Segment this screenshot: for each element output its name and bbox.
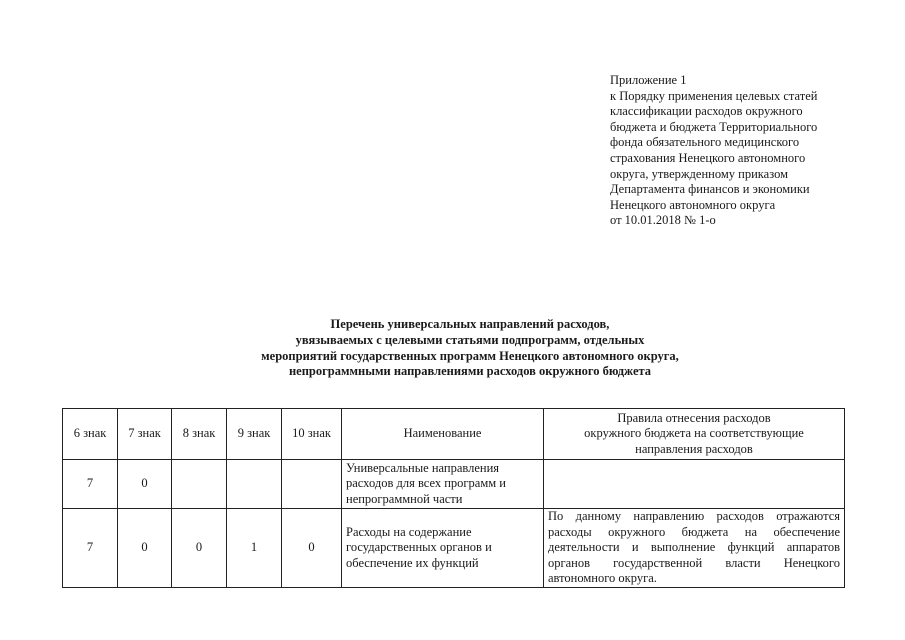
header-cell-name: Наименование xyxy=(342,409,544,460)
cell-rule: По данному направлению расходов отражаются расходы окружного бюджета на обеспечение деятельности и выполнение функций аппаратов органов государственной власти Ненецкого автономного округа. xyxy=(544,509,845,588)
title-line: увязываемых с целевыми статьями подпрограмм, отдельных xyxy=(295,332,645,347)
header-cell-6: 6 знак xyxy=(63,409,118,460)
header-cell-rule xyxy=(544,409,845,460)
cell-sign-9: 1 xyxy=(227,509,282,588)
cell-sign-7: 0 xyxy=(118,509,172,588)
appendix-line: от 10.01.2018 № 1-о xyxy=(610,213,716,228)
appendix-line: страхования Ненецкого автономного xyxy=(610,150,806,165)
table-row xyxy=(63,509,845,588)
title-line: Перечень универсальных направлений расходов, xyxy=(330,317,610,331)
document-title xyxy=(180,317,760,380)
appendix-line: Приложение 1 xyxy=(610,73,687,87)
cell-sign-9 xyxy=(227,460,282,509)
header-cell-9: 9 знак xyxy=(227,409,282,460)
appendix-block xyxy=(610,73,900,229)
cell-sign-6: 7 xyxy=(63,509,118,588)
cell-name: Универсальные направления расходов для всех программ и непрограммной части xyxy=(342,460,544,509)
header-cell-10: 10 знак xyxy=(282,409,342,460)
title-line: мероприятий государственных программ Ненецкого автономного округа, xyxy=(261,348,679,363)
header-rule-line: направления расходов xyxy=(635,441,753,456)
title-line: непрограммными направлениями расходов окружного бюджета xyxy=(288,364,652,379)
appendix-line: Департамента финансов и экономики xyxy=(610,182,810,197)
appendix-line: округа, утвержденному приказом xyxy=(610,166,788,181)
appendix-line: фонда обязательного медицинского xyxy=(610,135,800,150)
cell-sign-7: 0 xyxy=(118,460,172,509)
table-row xyxy=(63,460,845,509)
cell-name: Расходы на содержание государственных органов и обеспечение их функций xyxy=(342,509,544,588)
expense-directions-table xyxy=(62,408,845,588)
cell-sign-8 xyxy=(172,460,227,509)
appendix-line: Ненецкого автономного округа xyxy=(610,197,776,212)
cell-sign-10 xyxy=(282,460,342,509)
table-header-row xyxy=(63,409,845,460)
header-rule-line: окружного бюджета на соответствующие xyxy=(584,426,804,441)
cell-sign-6: 7 xyxy=(63,460,118,509)
header-cell-7: 7 знак xyxy=(118,409,172,460)
header-rule-line: Правила отнесения расходов xyxy=(617,410,771,425)
header-cell-8: 8 знак xyxy=(172,409,227,460)
cell-sign-10: 0 xyxy=(282,509,342,588)
appendix-line: к Порядку применения целевых статей xyxy=(610,88,818,103)
appendix-line: классификации расходов окружного xyxy=(610,104,803,119)
cell-sign-8: 0 xyxy=(172,509,227,588)
cell-rule xyxy=(544,460,845,509)
appendix-line: бюджета и бюджета Территориального xyxy=(610,119,818,134)
